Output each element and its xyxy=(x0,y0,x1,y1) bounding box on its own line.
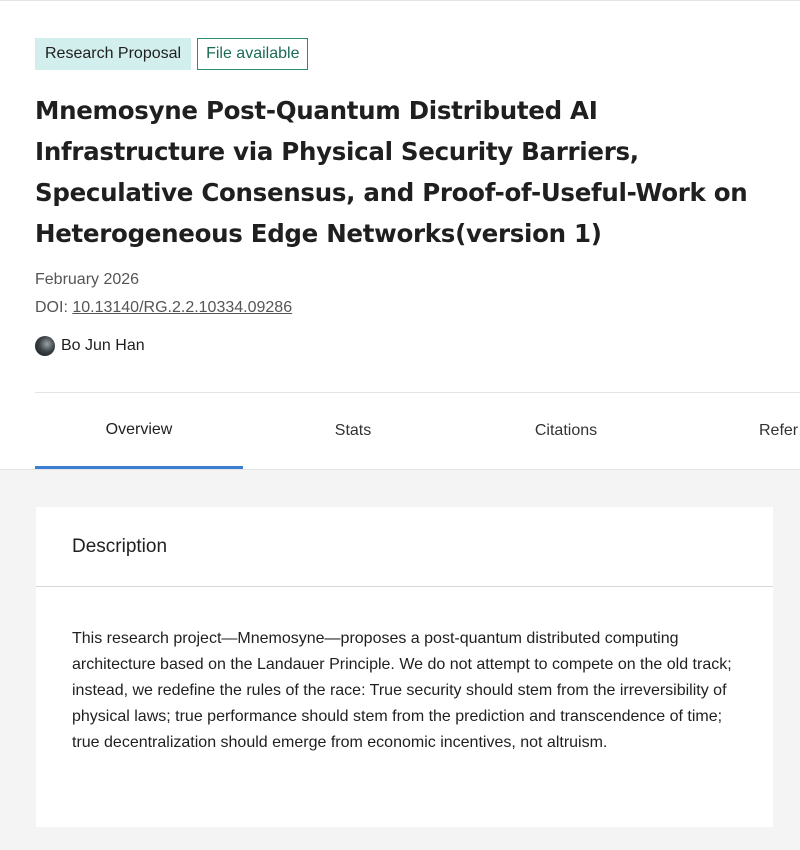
author-name[interactable]: Bo Jun Han xyxy=(61,337,145,354)
doi-label: DOI: xyxy=(35,299,68,316)
author-row[interactable] xyxy=(35,336,800,356)
tab-overview[interactable]: Overview xyxy=(35,393,243,469)
description-text: This research project—Mnemosyne—proposes a post-quantum distributed computing architecture based on the Landauer Principle. We do not attempt to compete on the old track; instead, we redefine the rules of the race: True security should stem from the irreversibility of physical laws; true performance should stem from the prediction and transcendence of time; true decentralization should emerge from economic incentives, not altruism. xyxy=(72,630,732,751)
publication-header xyxy=(35,38,800,356)
doi-link[interactable]: 10.13140/RG.2.2.10334.09286 xyxy=(72,299,293,316)
file-available-badge[interactable]: File available xyxy=(197,38,308,70)
publication-title: Mnemosyne Post-Quantum Distributed AI Infrastructure via Physical Security Barriers, Speculative Consensus, and Proof-of-Useful-Work on Heterogeneous Edge Networks(version 1) xyxy=(35,96,748,248)
publication-meta xyxy=(35,266,800,322)
description-card xyxy=(36,507,773,827)
tab-stats[interactable]: Stats xyxy=(334,422,372,439)
description-heading: Description xyxy=(36,507,773,587)
publication-type-badge: Research Proposal xyxy=(35,38,191,70)
tab-citations[interactable]: Citations xyxy=(534,422,598,439)
publication-date: February 2026 xyxy=(35,271,140,288)
doi-line xyxy=(35,294,800,322)
top-divider xyxy=(0,0,800,1)
publication-tabs xyxy=(35,392,800,470)
badge-row xyxy=(35,38,800,70)
tab-references[interactable]: Refer xyxy=(759,422,799,439)
author-avatar[interactable] xyxy=(35,336,55,356)
